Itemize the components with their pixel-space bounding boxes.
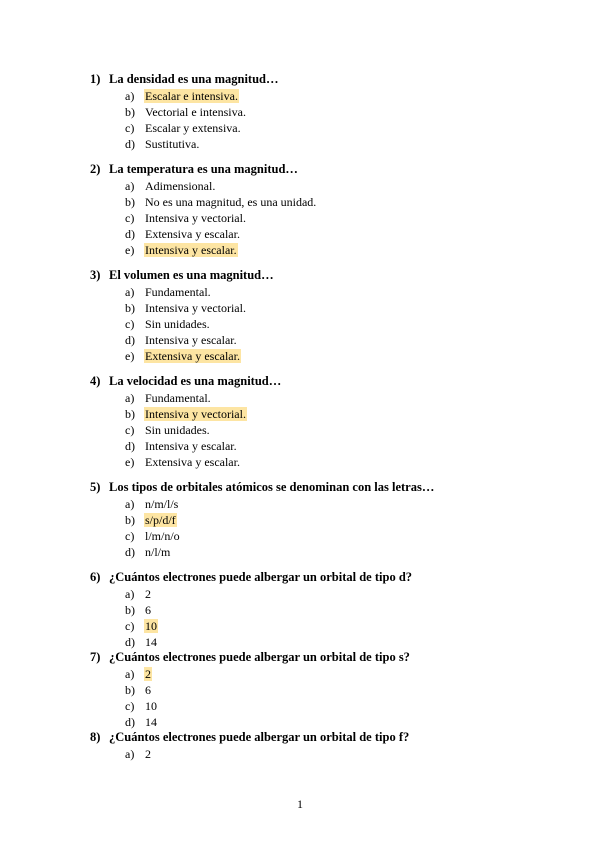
option-a: a) Adimensional. (125, 179, 216, 193)
option-d: d) 14 (125, 715, 157, 729)
option-c: c) Intensiva y vectorial. (125, 211, 246, 225)
option-b: b) No es una magnitud, es una unidad. (125, 195, 317, 209)
option-a: a) 2 (125, 747, 151, 761)
option-b: b) 6 (125, 603, 151, 617)
option-b: b) s/p/d/f (125, 513, 176, 527)
option-b: b) Intensiva y vectorial. (125, 407, 246, 421)
option-c: c) 10 (125, 699, 157, 713)
option-a: a) Escalar e intensiva. (125, 89, 238, 103)
option-d: d) n/l/m (125, 545, 171, 559)
option-d: d) Intensiva y escalar. (125, 439, 237, 453)
option-d: d) Sustitutiva. (125, 137, 200, 151)
option-e: e) Extensiva y escalar. (125, 455, 240, 469)
question-title: 7) ¿Cuántos electrones puede albergar un orbital de tipo s? (90, 650, 410, 664)
option-c: c) Sin unidades. (125, 317, 210, 331)
option-a: a) Fundamental. (125, 285, 211, 299)
option-a: a) 2 (125, 667, 151, 681)
option-d: d) 14 (125, 635, 157, 649)
option-b: b) 6 (125, 683, 151, 697)
option-e: e) Intensiva y escalar. (125, 243, 237, 257)
option-c: c) 10 (125, 619, 157, 633)
question-title: 8) ¿Cuántos electrones puede albergar un orbital de tipo f? (90, 730, 410, 744)
option-e: e) Extensiva y escalar. (125, 349, 240, 363)
question-title: 6) ¿Cuántos electrones puede albergar un orbital de tipo d? (90, 570, 413, 584)
option-d: d) Extensiva y escalar. (125, 227, 240, 241)
option-c: c) l/m/n/o (125, 529, 180, 543)
question-title: 3) El volumen es una magnitud… (90, 268, 274, 282)
option-a: a) Fundamental. (125, 391, 211, 405)
question-title: 1) La densidad es una magnitud… (90, 72, 279, 86)
question-title: 5) Los tipos de orbitales atómicos se denominan con las letras… (90, 480, 435, 494)
option-d: d) Intensiva y escalar. (125, 333, 237, 347)
question-title: 4) La velocidad es una magnitud… (90, 374, 282, 388)
option-c: c) Escalar y extensiva. (125, 121, 241, 135)
option-b: b) Vectorial e intensiva. (125, 105, 246, 119)
option-a: a) n/m/l/s (125, 497, 179, 511)
page-number: 1 (297, 797, 303, 811)
option-a: a) 2 (125, 587, 151, 601)
option-c: c) Sin unidades. (125, 423, 210, 437)
question-title: 2) La temperatura es una magnitud… (90, 162, 298, 176)
option-b: b) Intensiva y vectorial. (125, 301, 246, 315)
